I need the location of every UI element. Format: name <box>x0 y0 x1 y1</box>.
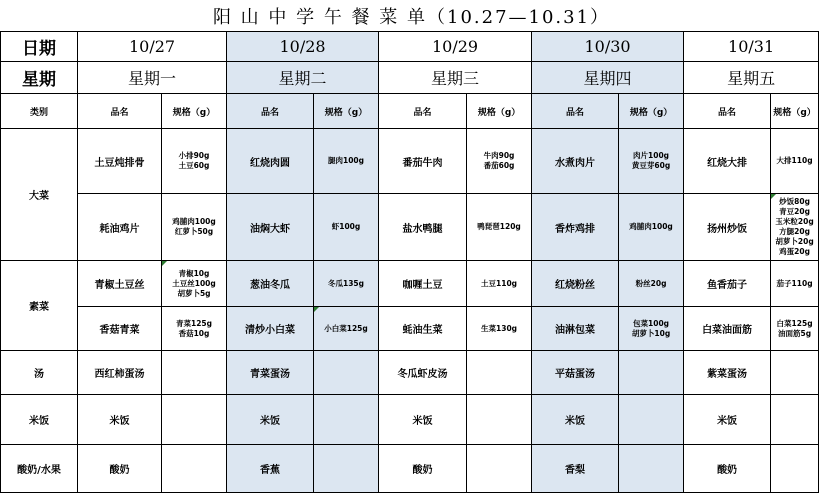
dish-name: 米饭 <box>684 395 771 445</box>
day-weekday: 星期五 <box>684 62 819 94</box>
day-date: 10/29 <box>379 32 532 62</box>
dish-name: 白菜油面筋 <box>684 307 771 351</box>
spec-line: 土豆110g <box>481 278 518 288</box>
spec-line: 胡萝卜5g <box>177 288 211 298</box>
dish-name: 米饭 <box>227 395 314 445</box>
spec-line: 肉片100g <box>633 151 670 160</box>
spec-line: 方腿20g <box>779 227 810 236</box>
column-header-row <box>1 94 819 129</box>
dish-name: 红烧肉圆 <box>227 129 314 194</box>
spec-line: 牛肉90g <box>483 151 515 160</box>
spec-line: 玉米粒20g <box>775 217 814 226</box>
spec-header: 规格（g） <box>162 94 227 129</box>
dish-spec-empty <box>162 445 227 493</box>
spec-line: 鸭琵琶120g <box>477 222 521 231</box>
category-cell: 大菜 <box>1 129 78 261</box>
dish-spec <box>467 129 532 194</box>
dish-row <box>1 194 819 261</box>
spec-line: 鸡脯肉100g <box>629 222 673 231</box>
category-header: 类别 <box>1 94 78 129</box>
spec-header: 规格（g） <box>467 94 532 129</box>
dish-spec <box>771 129 819 194</box>
day-weekday: 星期四 <box>532 62 684 94</box>
date-row <box>1 32 819 62</box>
item-header: 品名 <box>379 94 467 129</box>
dish-spec <box>619 261 684 307</box>
category-cell: 汤 <box>1 351 78 395</box>
dish-name: 红烧粉丝 <box>532 261 619 307</box>
day-date: 10/27 <box>78 32 227 62</box>
dish-name: 酸奶 <box>379 445 467 493</box>
day-weekday: 星期三 <box>379 62 532 94</box>
dish-spec <box>467 261 532 307</box>
dish-name: 青菜蛋汤 <box>227 351 314 395</box>
menu-table <box>0 31 819 493</box>
dish-spec-empty <box>162 395 227 445</box>
dish-name: 水煮肉片 <box>532 129 619 194</box>
spec-line: 番茄60g <box>483 161 515 170</box>
spec-line: 青豆20g <box>779 207 810 216</box>
dish-spec-empty <box>771 395 819 445</box>
dish-name: 清炒小白菜 <box>227 307 314 351</box>
date-label: 日期 <box>1 32 78 62</box>
item-header: 品名 <box>227 94 314 129</box>
spec-line: 青菜125g <box>175 318 213 328</box>
dish-spec <box>314 129 379 194</box>
category-cell: 素菜 <box>1 261 78 351</box>
spec-line: 粉丝20g <box>635 278 667 288</box>
dish-spec-empty <box>467 351 532 395</box>
dish-spec <box>314 307 379 351</box>
spec-line: 胡萝卜20g <box>775 237 814 246</box>
dish-name: 葱油冬瓜 <box>227 261 314 307</box>
spec-line: 土豆丝100g <box>172 278 216 288</box>
dish-spec <box>162 261 227 307</box>
dish-spec <box>467 194 532 261</box>
soup-row <box>1 351 819 395</box>
dish-name: 香梨 <box>532 445 619 493</box>
dish-spec-empty <box>619 351 684 395</box>
day-weekday: 星期二 <box>227 62 379 94</box>
dish-spec-empty <box>467 395 532 445</box>
spec-line: 虾100g <box>331 222 361 231</box>
spec-line: 黄豆芽60g <box>631 161 671 170</box>
day-date: 10/28 <box>227 32 379 62</box>
spec-line: 小白菜125g <box>324 323 368 333</box>
dish-name: 香菇青菜 <box>78 307 162 351</box>
extra-row <box>1 445 819 493</box>
day-date: 10/31 <box>684 32 819 62</box>
dish-name: 紫菜蛋汤 <box>684 351 771 395</box>
spec-line: 鸡蛋20g <box>779 247 810 256</box>
dish-name: 扬州炒饭 <box>684 194 771 261</box>
spec-line: 白菜125g <box>776 318 813 328</box>
dish-name: 咖喱土豆 <box>379 261 467 307</box>
rice-row <box>1 395 819 445</box>
spec-line: 大排110g <box>776 156 813 165</box>
dish-name: 米饭 <box>532 395 619 445</box>
spec-line: 香菇10g <box>178 328 210 338</box>
spec-line: 青椒10g <box>178 268 210 278</box>
dish-name: 青椒土豆丝 <box>78 261 162 307</box>
dish-name: 土豆炖排骨 <box>78 129 162 194</box>
dish-name: 油焖大虾 <box>227 194 314 261</box>
dish-name: 盐水鸭腿 <box>379 194 467 261</box>
dish-spec <box>619 129 684 194</box>
spec-line: 茄子110g <box>776 278 813 288</box>
dish-spec <box>771 307 819 351</box>
item-header: 品名 <box>78 94 162 129</box>
dish-spec-empty <box>771 351 819 395</box>
category-cell: 米饭 <box>1 395 78 445</box>
category-cell: 酸奶/水果 <box>1 445 78 493</box>
dish-spec-empty <box>314 351 379 395</box>
menu-title: 阳 山 中 学 午 餐 菜 单（10.27—10.31） <box>212 6 611 28</box>
dish-row <box>1 129 819 194</box>
day-date: 10/30 <box>532 32 684 62</box>
dish-spec <box>314 194 379 261</box>
dish-spec <box>314 261 379 307</box>
item-header: 品名 <box>684 94 771 129</box>
spec-header: 规格（g） <box>314 94 379 129</box>
day-weekday: 星期一 <box>78 62 227 94</box>
dish-spec-empty <box>619 395 684 445</box>
dish-spec <box>162 307 227 351</box>
weekday-label: 星期 <box>1 62 78 94</box>
spec-line: 胡萝卜10g <box>631 328 671 338</box>
weekday-row <box>1 62 819 94</box>
dish-row <box>1 261 819 307</box>
dish-spec-empty <box>771 445 819 493</box>
dish-name: 冬瓜虾皮汤 <box>379 351 467 395</box>
item-header: 品名 <box>532 94 619 129</box>
spec-line: 鸡脯肉100g <box>172 217 216 226</box>
dish-name: 平菇蛋汤 <box>532 351 619 395</box>
spec-line: 生菜130g <box>481 323 518 333</box>
spec-line: 小排90g <box>178 151 210 160</box>
dish-spec <box>162 194 227 261</box>
spec-line: 土豆60g <box>178 161 210 170</box>
dish-spec <box>619 194 684 261</box>
dish-spec <box>467 307 532 351</box>
dish-spec <box>771 194 819 261</box>
dish-name: 西红柿蛋汤 <box>78 351 162 395</box>
dish-name: 酸奶 <box>684 445 771 493</box>
dish-spec <box>619 307 684 351</box>
dish-spec-empty <box>314 445 379 493</box>
spec-line: 油面筋5g <box>778 328 812 338</box>
dish-spec-empty <box>162 351 227 395</box>
dish-row <box>1 307 819 351</box>
dish-name: 鱼香茄子 <box>684 261 771 307</box>
dish-name: 红烧大排 <box>684 129 771 194</box>
dish-name: 蚝油生菜 <box>379 307 467 351</box>
dish-name: 香蕉 <box>227 445 314 493</box>
dish-spec-empty <box>619 445 684 493</box>
dish-name: 米饭 <box>78 395 162 445</box>
spec-line: 腿肉100g <box>328 156 365 165</box>
dish-spec-empty <box>467 445 532 493</box>
spec-header: 规格（g） <box>771 94 819 129</box>
spec-line: 炒饭80g <box>779 197 810 206</box>
dish-name: 香炸鸡排 <box>532 194 619 261</box>
dish-name: 酸奶 <box>78 445 162 493</box>
spec-line: 包菜100g <box>633 318 670 328</box>
spec-line: 红萝卜50g <box>174 227 214 236</box>
spec-line: 冬瓜135g <box>328 278 365 288</box>
dish-name: 米饭 <box>379 395 467 445</box>
dish-name: 油淋包菜 <box>532 307 619 351</box>
dish-spec <box>162 129 227 194</box>
dish-name: 番茄牛肉 <box>379 129 467 194</box>
dish-spec <box>771 261 819 307</box>
spec-header: 规格（g） <box>619 94 684 129</box>
dish-spec-empty <box>314 395 379 445</box>
dish-name: 耗油鸡片 <box>78 194 162 261</box>
